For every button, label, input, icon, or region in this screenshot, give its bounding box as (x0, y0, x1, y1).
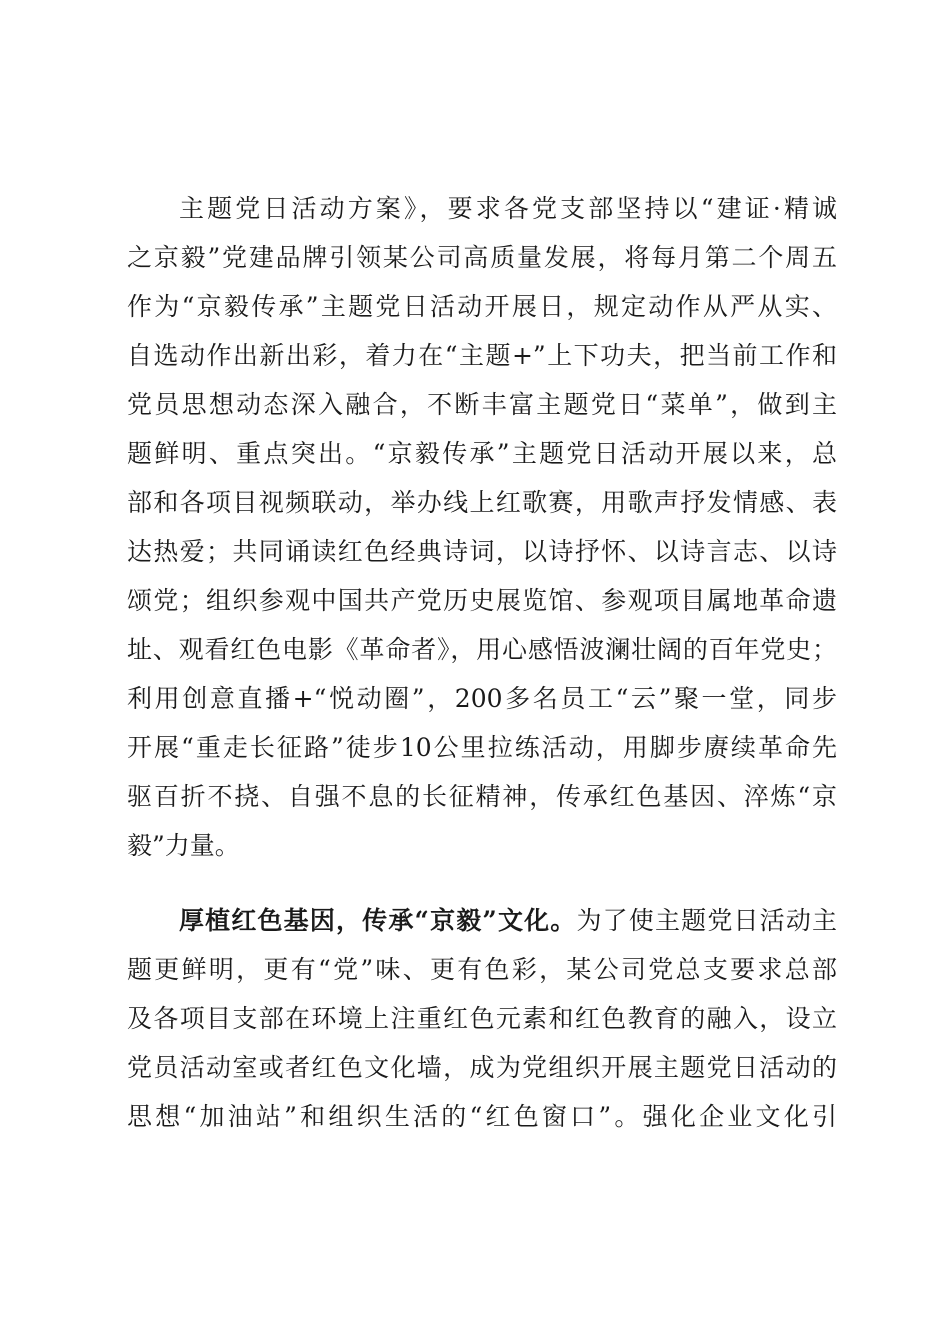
paragraph-line: 毅”力量。 (127, 831, 240, 860)
paragraph-line: 思想“加油站”和组织生活的“红色窗口”。强化企业文化引 (127, 1102, 837, 1131)
paragraph-line: 及各项目支部在环境上注重红色元素和红色教育的融入，设立 (127, 1004, 837, 1033)
paragraph-line: 利用创意直播+“悦动圈”，200多名员工“云”聚一堂，同步 (127, 684, 837, 713)
paragraph-line: 作为“京毅传承”主题党日活动开展日，规定动作从严从实、 (127, 292, 837, 321)
paragraph-line: 部和各项目视频联动，举办线上红歌赛，用歌声抒发情感、表 (127, 488, 837, 517)
paragraph-text: 为了使主题党日活动主 (576, 906, 837, 935)
paragraph-1 (127, 184, 837, 870)
paragraph-line: 题更鲜明，更有“党”味、更有色彩，某公司党总支要求总部 (127, 955, 837, 984)
paragraph-line: 之京毅”党建品牌引领某公司高质量发展，将每月第二个周五 (127, 243, 837, 272)
paragraph-line: 开展“重走长征路”徒步10公里拉练活动，用脚步赓续革命先 (127, 733, 837, 762)
paragraph-line: 自选动作出新出彩，着力在“主题+”上下功夫，把当前工作和 (127, 341, 837, 370)
section-heading: 厚植红色基因，传承“京毅”文化。 (179, 906, 577, 935)
paragraph-line: 党员活动室或者红色文化墙，成为党组织开展主题党日活动的 (127, 1053, 837, 1082)
paragraph-2 (127, 896, 837, 1141)
paragraph-line: 达热爱；共同诵读红色经典诗词，以诗抒怀、以诗言志、以诗 (127, 537, 837, 566)
paragraph-line: 驱百折不挠、自强不息的长征精神，传承红色基因、淬炼“京 (127, 782, 837, 811)
paragraph-line: 党员思想动态深入融合，不断丰富主题党日“菜单”，做到主 (127, 390, 837, 419)
paragraph-line: 颂党；组织参观中国共产党历史展览馆、参观项目属地革命遗 (127, 586, 837, 615)
paragraph-first-line (127, 896, 837, 945)
paragraph-line: 题鲜明、重点突出。“京毅传承”主题党日活动开展以来，总 (127, 439, 837, 468)
paragraph-line: 主题党日活动方案》，要求各党支部坚持以“建证·精诚 (179, 194, 837, 223)
paragraph-line: 址、观看红色电影《革命者》，用心感悟波澜壮阔的百年党史； (127, 635, 837, 664)
